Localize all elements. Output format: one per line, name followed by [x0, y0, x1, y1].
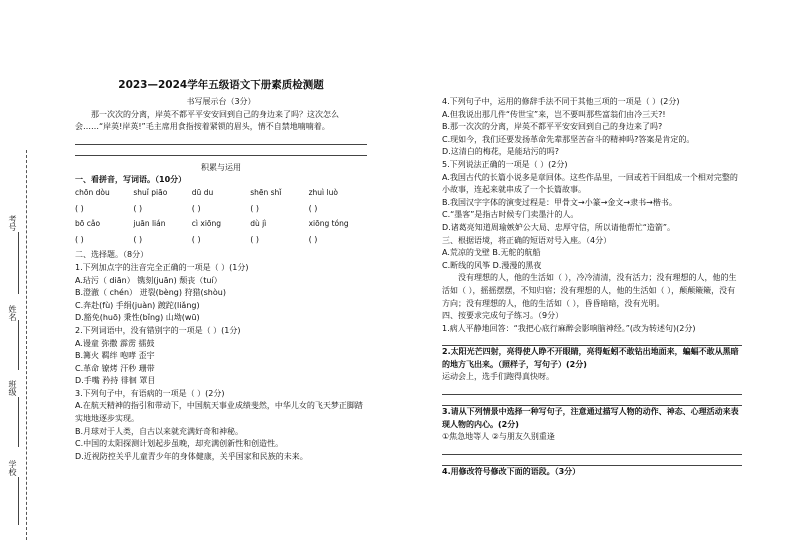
option[interactable]: D.这清白的梅花，是能玷污的吗?	[442, 147, 559, 157]
option[interactable]: C.奔赴(fù) 手绢(juàn) 踱跎(liǎng)	[75, 300, 200, 310]
q4-heading: 四、按要求完成句子练习。（9分）	[442, 311, 564, 321]
question-4-3: 3.请从下列情景中选择一种写句子，注意通过描写人物的动作、神态、心理活动来表现人物的内心。(2分)	[442, 407, 739, 429]
pinyin-row-1	[75, 187, 367, 200]
writing-line-1	[75, 134, 367, 145]
pinyin-item: dū du	[191, 187, 214, 197]
accum-section-heading: 积累与运用	[201, 162, 241, 172]
writing-line-2	[75, 145, 367, 156]
answer-blank[interactable]: ( )	[75, 203, 84, 213]
option[interactable]: A.我国古代的长篇小说多是章回体。这些作品里，一回或若干回组成一个相对完整的小故事，连起来就串成了一个长篇故事。	[442, 172, 738, 195]
answer-line[interactable]	[442, 444, 742, 455]
question-4-4: 4.用修改符号修改下面的语段。（3分）	[442, 466, 581, 476]
option[interactable]: B.澄澈（ chén） 迸裂(bèng) 狩猎(shòu)	[75, 288, 226, 298]
xingming-label: 姓名	[8, 305, 17, 321]
option[interactable]: A.谩童 弥撒 霹雳 擂鼓	[75, 338, 155, 348]
answer-blank[interactable]: ( )	[133, 234, 143, 244]
answer-blank[interactable]: ( )	[191, 203, 201, 213]
q2-heading: 二、选择题。（8分）	[75, 250, 149, 260]
xuexiao-field	[18, 477, 19, 525]
question-2-2: 2.下列词语中，没有错别字的一项是（ ）(1分)	[75, 325, 241, 335]
banji-field	[18, 397, 19, 447]
q3-heading: 三、根据语境，将正确的短语对号入座。（4分）	[442, 235, 612, 245]
option[interactable]: C.革命 镣烤 汗秒 珊带	[75, 363, 155, 373]
pinyin-item: cì xiōng	[191, 219, 222, 229]
answer-blank[interactable]: ( )	[308, 234, 318, 244]
question-4-1: 1.病人平静地回答：“我把心底行麻醉会影响脑神经。”(改为转述句)(2分)	[442, 323, 696, 333]
question-4-2-example: 运动会上，选手们跑得真快呀。	[442, 372, 554, 382]
question-2-1: 1.下列加点字的注音完全正确的一项是（ ）(1分)	[75, 262, 249, 272]
banji-label: 班级	[8, 380, 17, 396]
answer-blank[interactable]: ( )	[250, 234, 259, 244]
pinyin-item: shuǐ piāo	[133, 187, 168, 197]
option[interactable]: A.但我说出那几件“传世宝”来，岂不要叫那些富翁们由冷三天?!	[442, 109, 666, 119]
option[interactable]: A.玷污（ diān） 镌刻(juān) 颓丧（tuí）	[75, 275, 222, 285]
pinyin-item: shēn shǐ	[250, 187, 282, 197]
question-4-3-options: ①焦急地等人 ②与朋友久别重逢	[442, 432, 555, 442]
question-2-3: 3.下列句子中，有语病的一项是（ ）(2分)	[75, 388, 225, 398]
option[interactable]: D.豁免(huō) 秉性(bǐng) 山坳(wū)	[75, 313, 200, 323]
page-title: 2023—2024学年五级语文下册素质检测题	[118, 79, 324, 91]
answer-row-2	[75, 234, 367, 247]
option[interactable]: D.手嘴 矜持 徘徊 罩目	[75, 376, 156, 386]
option[interactable]: D.诸葛亮知道周瑜嫉妒公大局、忠厚守信，所以请他帮忙“造箭”。	[442, 222, 675, 232]
answer-line[interactable]	[442, 335, 742, 346]
pinyin-item: juān lián	[133, 219, 166, 229]
option[interactable]: D.近视防控关乎儿童青少年的身体健康，关乎国家和民族的未来。	[75, 451, 308, 461]
answer-blank[interactable]: ( )	[308, 203, 318, 213]
answer-line[interactable]	[442, 395, 742, 406]
xuexiao-label: 学校	[8, 460, 17, 476]
answer-row-1	[75, 203, 367, 216]
answer-blank[interactable]: ( )	[75, 234, 84, 244]
pinyin-item: bō cǎo	[75, 219, 101, 229]
answer-blank[interactable]: ( )	[250, 203, 259, 213]
q1-heading: 一、看拼音，写词语。（10分）	[75, 175, 187, 185]
left-column	[75, 96, 367, 463]
pinyin-row-2	[75, 218, 367, 231]
pinyin-item: zhuì luò	[308, 187, 338, 197]
pinyin-item: chōn dòu	[75, 187, 110, 197]
binding-dashed-line	[26, 150, 27, 540]
answer-line[interactable]	[442, 455, 742, 466]
pinyin-item: dù jì	[250, 219, 267, 229]
q3-choices-cd: C.断线的风筝 D.漫漫的黑夜	[442, 260, 542, 270]
binding-margin	[0, 0, 44, 560]
kaohao-field	[18, 232, 19, 294]
answer-blank[interactable]: ( )	[191, 234, 201, 244]
option[interactable]: A.在航天精神的指引和带动下，中国航天事业成绩斐然，中华儿女的飞天梦正脚踏实地地逐步实现。	[75, 401, 363, 424]
question-4-2: 2.太阳光芒四射，亮得使人睁不开眼睛，亮得蚯蚓不敢钻出地面来，蝙蝠不敢从黑暗的地方飞出来。（照样子，写句子）(2分)	[442, 347, 739, 369]
writing-section-heading: 书写展示台（3分）	[186, 97, 256, 106]
q3-passage: 没有理想的人，他的生活如（ ），冷冷清清，没有活力；没有理想的人，他的生活如（ ），摇摇摆摆，不知归宿；没有理想的人，他的生活如（ ），颠颠簸簸，没有方向；没有理想的人，他的生活如（ ），昏昏暗暗，没有光明。	[442, 273, 737, 308]
option[interactable]: B.月球对于人类，自古以来就充满好奇和神秘。	[75, 426, 244, 436]
right-column	[442, 96, 742, 478]
xingming-field	[18, 320, 19, 370]
q3-choices-ab: A.荒凉的戈壁 B.无舵的航船	[442, 248, 541, 258]
answer-blank[interactable]: ( )	[133, 203, 143, 213]
kaohao-label: 考号	[8, 215, 17, 231]
option[interactable]: B.我国汉字字体的演变过程是：甲骨文→小篆→金文→隶书→楷书。	[442, 197, 677, 207]
option[interactable]: C.“墨客”是指古时候专门卖墨汁的人。	[442, 210, 579, 220]
pinyin-item: xiōng tóng	[308, 219, 349, 229]
writing-passage: 那一次次的分离，岸英不都平平安安回到自己的身边来了吗？这次怎么会……“岸英!岸英!”毛主席用食指按着紧锁的眉头，情不自禁地喃喃着。	[75, 109, 339, 132]
answer-line[interactable]	[442, 384, 742, 395]
question-2-4: 4.下列句子中，运用的修辞手法不同于其他三项的一项是（ ）(2分)	[442, 97, 680, 106]
question-2-5: 5.下列说法正确的一项是（ ）(2分)	[442, 159, 568, 169]
option[interactable]: C.中国的太阳探测计划起步虽晚，却充满创新性和创造性。	[75, 439, 284, 449]
option[interactable]: B.那一次次的分离，岸英不都平平安安回到自己的身边来了吗?	[442, 122, 663, 132]
option[interactable]: C.现如今，我们还要发扬革命先辈那坚苦奋斗的精神吗?答案是肯定的。	[442, 134, 695, 144]
option[interactable]: B.篝火 羁绊 咆哮 歪宇	[75, 351, 155, 361]
